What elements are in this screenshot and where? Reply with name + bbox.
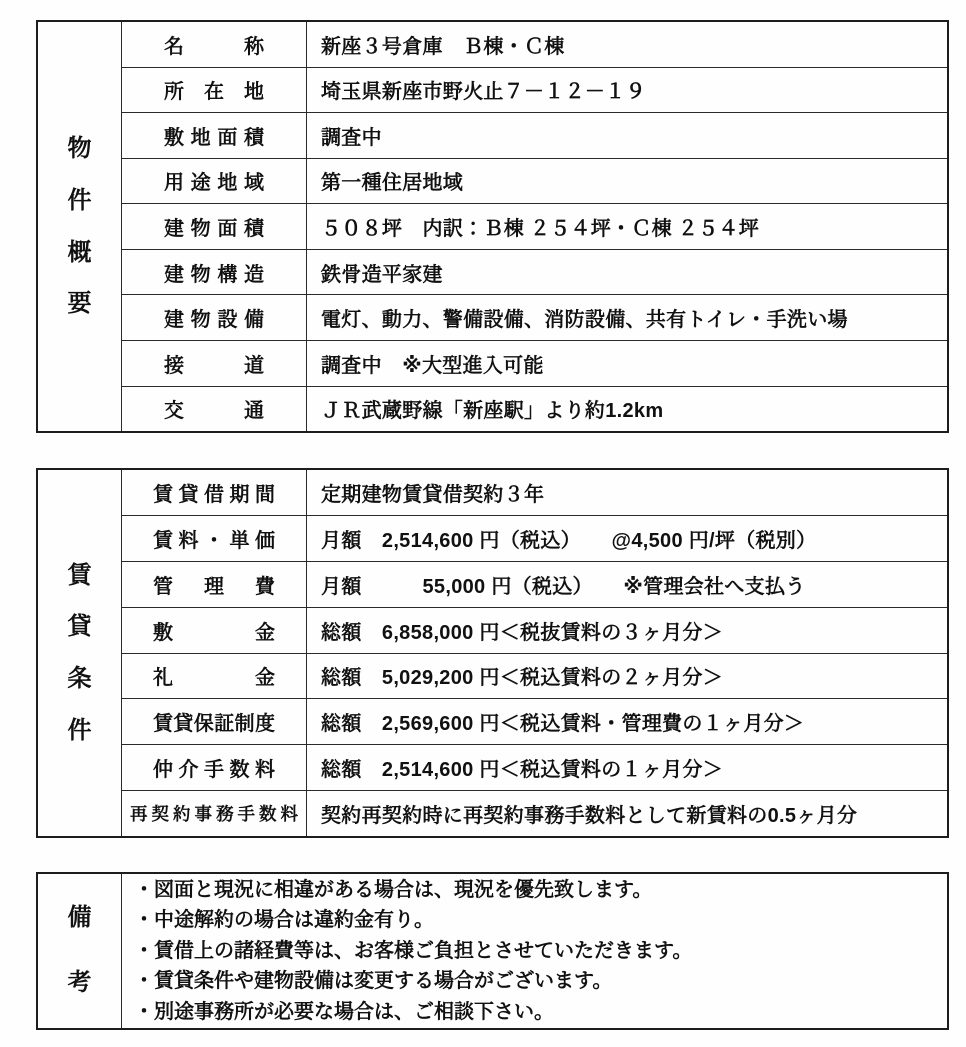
row-value: 総額 5,029,200 円＜税込賃料の２ヶ月分＞ bbox=[321, 667, 724, 690]
row-label: 礼金 bbox=[153, 667, 275, 690]
row-label-cell bbox=[122, 387, 307, 432]
row-value: 調査中 bbox=[321, 126, 382, 149]
row-value: ５０８坪 内訳：Ｂ棟 ２５４坪・Ｃ棟 ２５４坪 bbox=[321, 218, 760, 241]
property-overview-rows bbox=[122, 22, 947, 431]
row-label-cell bbox=[122, 654, 307, 699]
row-value: 電灯、動力、警備設備、消防設備、共有トイレ・手洗い場 bbox=[321, 309, 848, 332]
row-label-cell bbox=[122, 22, 307, 67]
row-label: 賃貸保証制度 bbox=[153, 713, 275, 736]
row-label: 敷金 bbox=[153, 621, 275, 644]
property-overview-table bbox=[36, 20, 949, 433]
row-label: 賃料・単価 bbox=[153, 529, 275, 552]
row-value: 調査中 ※大型進入可能 bbox=[321, 354, 544, 377]
row-value: 埼玉県新座市野火止７－１２－１９ bbox=[321, 81, 646, 104]
row-value: 新座３号倉庫 Ｂ棟・Ｃ棟 bbox=[321, 35, 565, 58]
remark-line: ・中途解約の場合は違約金有り。 bbox=[134, 909, 434, 932]
lease-terms-table bbox=[36, 468, 949, 838]
row-label-cell bbox=[122, 159, 307, 204]
row-label: 賃貸借期間 bbox=[153, 483, 275, 506]
remarks-table bbox=[36, 872, 949, 1030]
row-value: ＪＲ武蔵野線「新座駅」より約1.2km bbox=[321, 400, 664, 423]
row-label: 建物面積 bbox=[164, 218, 264, 241]
table-row bbox=[122, 294, 947, 340]
table-row bbox=[122, 698, 947, 744]
row-value: 月額 2,514,600 円（税込） @4,500 円/坪（税別） bbox=[321, 529, 817, 552]
row-label-cell bbox=[122, 204, 307, 249]
lease-terms-rows bbox=[122, 470, 947, 836]
table-row bbox=[122, 67, 947, 113]
row-value: 総額 2,569,600 円＜税込賃料・管理費の１ヶ月分＞ bbox=[321, 713, 805, 736]
row-label-cell bbox=[122, 341, 307, 386]
vertical-header-label: 備考 bbox=[67, 904, 92, 996]
row-label-cell bbox=[122, 562, 307, 607]
table-row bbox=[122, 470, 947, 515]
remark-line: ・図面と現況に相違がある場合は、現況を優先致します。 bbox=[134, 878, 653, 901]
table-row bbox=[122, 744, 947, 790]
row-label-cell bbox=[122, 699, 307, 744]
row-value: 総額 2,514,600 円＜税込賃料の１ヶ月分＞ bbox=[321, 759, 724, 782]
table-row bbox=[122, 515, 947, 561]
row-label: 敷地面積 bbox=[164, 126, 264, 149]
row-label-cell bbox=[122, 68, 307, 113]
table-row bbox=[122, 22, 947, 67]
table-row bbox=[122, 340, 947, 386]
row-label-cell bbox=[122, 113, 307, 158]
remark-line: ・別途事務所が必要な場合は、ご相談下さい。 bbox=[134, 1000, 554, 1023]
row-label: 建物構造 bbox=[164, 263, 264, 286]
row-value: 総額 6,858,000 円＜税抜賃料の３ヶ月分＞ bbox=[321, 621, 724, 644]
row-label-cell bbox=[122, 745, 307, 790]
table-row bbox=[122, 203, 947, 249]
vertical-header-label: 賃貸条件 bbox=[67, 561, 92, 744]
row-label-cell bbox=[122, 250, 307, 295]
remarks-notes bbox=[122, 874, 947, 1028]
table-row bbox=[122, 653, 947, 699]
row-label-cell bbox=[122, 516, 307, 561]
row-value: 第一種住居地域 bbox=[321, 172, 464, 195]
row-value: 契約再契約時に再契約事務手数料として新賃料の0.5ヶ月分 bbox=[321, 805, 858, 828]
vertical-header-label: 物件概要 bbox=[67, 135, 92, 318]
remark-line: ・賃貸条件や建物設備は変更する場合がございます。 bbox=[134, 970, 613, 993]
row-label: 用途地域 bbox=[164, 172, 264, 195]
table-row bbox=[122, 607, 947, 653]
table-row bbox=[122, 790, 947, 836]
row-value: 鉄骨造平家建 bbox=[321, 263, 443, 286]
lease-terms-header bbox=[38, 470, 122, 836]
row-value: 月額 55,000 円（税込） ※管理会社へ支払う bbox=[321, 575, 806, 598]
row-label: 再契約事務手数料 bbox=[130, 804, 298, 825]
row-label: 名称 bbox=[164, 35, 264, 58]
row-label: 建物設備 bbox=[164, 309, 264, 332]
table-row bbox=[122, 561, 947, 607]
row-label-cell bbox=[122, 791, 307, 836]
row-label: 仲介手数料 bbox=[153, 759, 275, 782]
row-label: 所在地 bbox=[164, 81, 264, 104]
row-value: 定期建物賃貸借契約３年 bbox=[321, 483, 545, 506]
table-row bbox=[122, 158, 947, 204]
row-label: 接道 bbox=[164, 354, 264, 377]
row-label: 管理費 bbox=[153, 575, 275, 598]
table-row bbox=[122, 249, 947, 295]
row-label-cell bbox=[122, 295, 307, 340]
table-row bbox=[122, 112, 947, 158]
table-row bbox=[122, 386, 947, 432]
remark-line: ・賃借上の諸経費等は、お客様ご負担とさせていただきます。 bbox=[134, 939, 693, 962]
row-label-cell bbox=[122, 470, 307, 515]
row-label-cell bbox=[122, 608, 307, 653]
row-label: 交通 bbox=[164, 400, 264, 423]
remarks-header bbox=[38, 874, 122, 1028]
property-overview-header bbox=[38, 22, 122, 431]
